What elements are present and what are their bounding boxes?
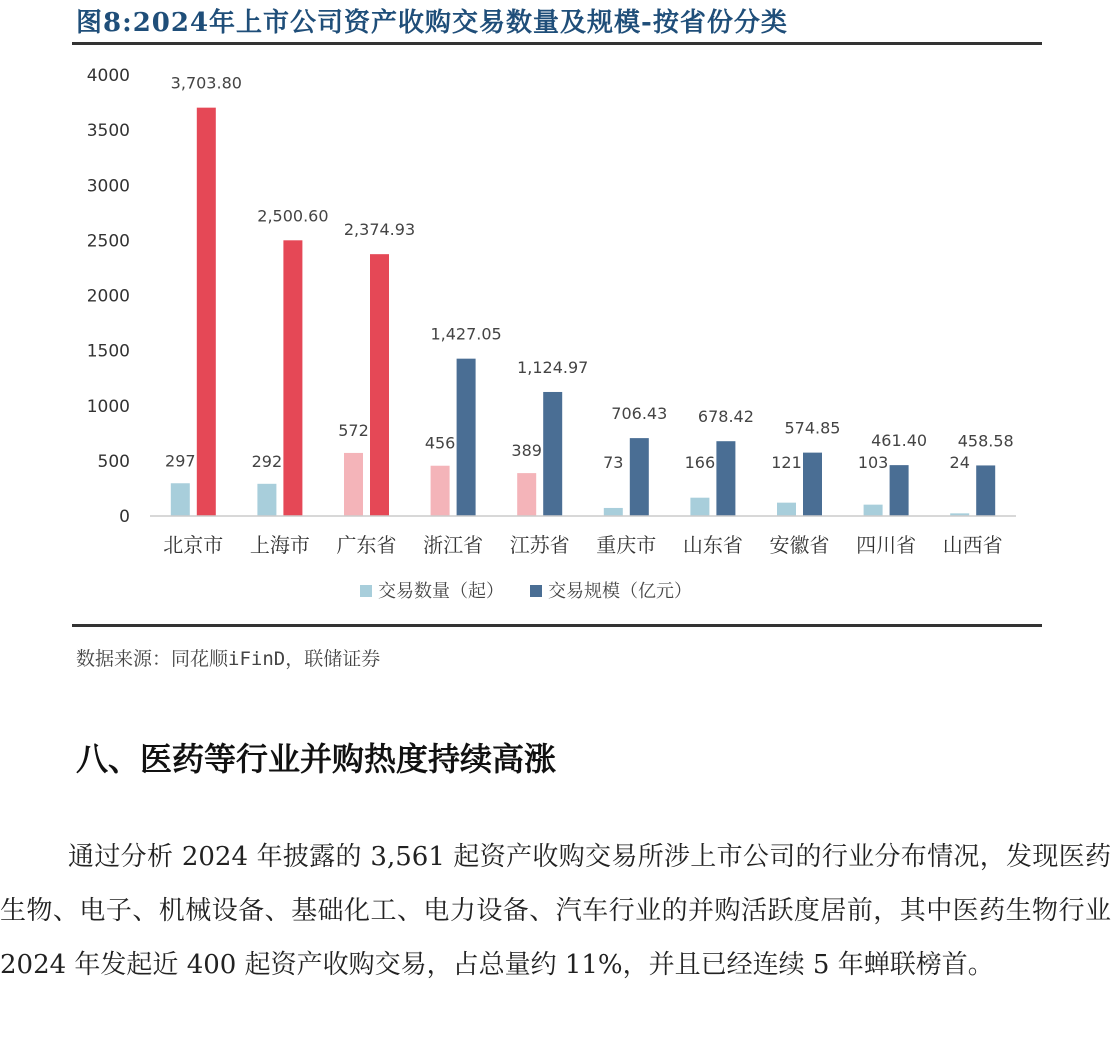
bar-s1-6	[716, 441, 735, 516]
data-label-s1-7: 574.85	[784, 418, 841, 438]
y-tick-label-5: 2500	[86, 231, 130, 252]
y-tick-label-7: 3500	[86, 121, 130, 142]
x-tick-label-3: 浙江省	[423, 533, 484, 557]
bars	[165, 74, 1014, 516]
data-label-s1-9: 458.58	[957, 431, 1014, 451]
figure-source: 数据来源：同花顺iFinD，联储证券	[76, 648, 381, 670]
bar-s0-6	[690, 498, 709, 516]
data-label-s1-0: 3,703.80	[170, 73, 242, 93]
x-tick-label-1: 上海市	[249, 533, 310, 557]
data-label-s0-3: 456	[424, 433, 456, 453]
data-label-s1-3: 1,427.05	[430, 324, 502, 344]
y-tick-label-2: 1000	[86, 396, 130, 417]
x-axis	[150, 516, 1016, 557]
bar-s1-4	[543, 392, 562, 516]
data-label-s0-6: 166	[684, 453, 716, 472]
data-label-s1-4: 1,124.97	[517, 357, 589, 377]
bar-s1-7	[803, 453, 822, 516]
y-tick-label-8: 4000	[86, 66, 130, 86]
y-tick-label-6: 3000	[86, 176, 130, 197]
bar-s0-5	[604, 508, 623, 516]
bar-s0-0	[171, 483, 190, 516]
data-label-s0-0: 297	[165, 451, 196, 471]
x-tick-label-0: 北京市	[163, 533, 224, 557]
body-paragraph: 通过分析 2024 年披露的 3,561 起资产收购交易所涉上市公司的行业分布情况，发现医药生物、电子、机械设备、基础化工、电力设备、汽车行业的并购活跃度居前，其中医药生物行业 2024 年发起近 400 起资产收购交易，占总量约 11%，并且已经连续 5 年蝉联榜首。	[0, 842, 1111, 980]
x-tick-label-2: 广东省	[336, 533, 397, 557]
section-heading: 八、医药等行业并购热度持续高涨	[76, 740, 557, 778]
bar-chart	[72, 50, 1042, 620]
bar-s0-4	[517, 473, 536, 516]
bar-s1-8	[890, 465, 909, 516]
data-label-s0-5: 73	[603, 453, 624, 472]
bar-s1-3	[457, 359, 476, 516]
bar-s0-2	[344, 453, 363, 516]
data-label-s1-8: 461.40	[871, 431, 928, 451]
data-label-s1-1: 2,500.60	[257, 206, 329, 226]
bar-s1-9	[976, 465, 995, 516]
bar-s0-1	[257, 484, 276, 516]
data-label-s0-4: 389	[511, 441, 542, 461]
bar-s1-1	[283, 240, 302, 516]
bar-s0-8	[864, 505, 883, 516]
data-label-s1-5: 706.43	[611, 404, 668, 424]
legend-swatch-0	[360, 585, 372, 597]
legend	[360, 581, 692, 602]
data-label-s0-8: 103	[857, 453, 889, 472]
legend-label-0: 交易数量（起）	[378, 581, 504, 602]
bar-s1-0	[197, 108, 216, 516]
x-tick-label-6: 山东省	[682, 533, 743, 557]
bar-s0-3	[431, 466, 450, 516]
y-tick-label-1: 500	[97, 451, 130, 472]
legend-label-1: 交易规模（亿元）	[548, 581, 692, 602]
x-tick-label-7: 安徽省	[769, 533, 830, 557]
data-label-s1-6: 678.42	[697, 407, 754, 427]
y-tick-label-0: 0	[119, 507, 130, 527]
data-label-s0-1: 292	[251, 451, 283, 471]
data-label-s0-9: 24	[949, 453, 970, 472]
legend-swatch-1	[530, 585, 542, 597]
y-tick-label-3: 1500	[86, 341, 130, 362]
x-tick-label-5: 重庆市	[596, 533, 657, 557]
bar-s1-5	[630, 438, 649, 516]
y-axis	[87, 66, 130, 527]
figure-top-rule	[72, 42, 1042, 45]
data-label-s0-7: 121	[771, 453, 802, 472]
bar-s0-7	[777, 503, 796, 516]
x-tick-label-4: 江苏省	[509, 533, 570, 557]
x-tick-label-9: 山西省	[942, 533, 1003, 557]
data-label-s0-2: 572	[338, 420, 369, 440]
y-tick-label-4: 2000	[86, 286, 130, 307]
x-tick-label-8: 四川省	[856, 533, 917, 557]
data-label-s1-2: 2,374.93	[343, 220, 416, 240]
figure-bottom-rule	[72, 624, 1042, 627]
bar-s1-2	[370, 254, 389, 516]
figure-title: 图8:2024年上市公司资产收购交易数量及规模-按省份分类	[76, 8, 788, 38]
